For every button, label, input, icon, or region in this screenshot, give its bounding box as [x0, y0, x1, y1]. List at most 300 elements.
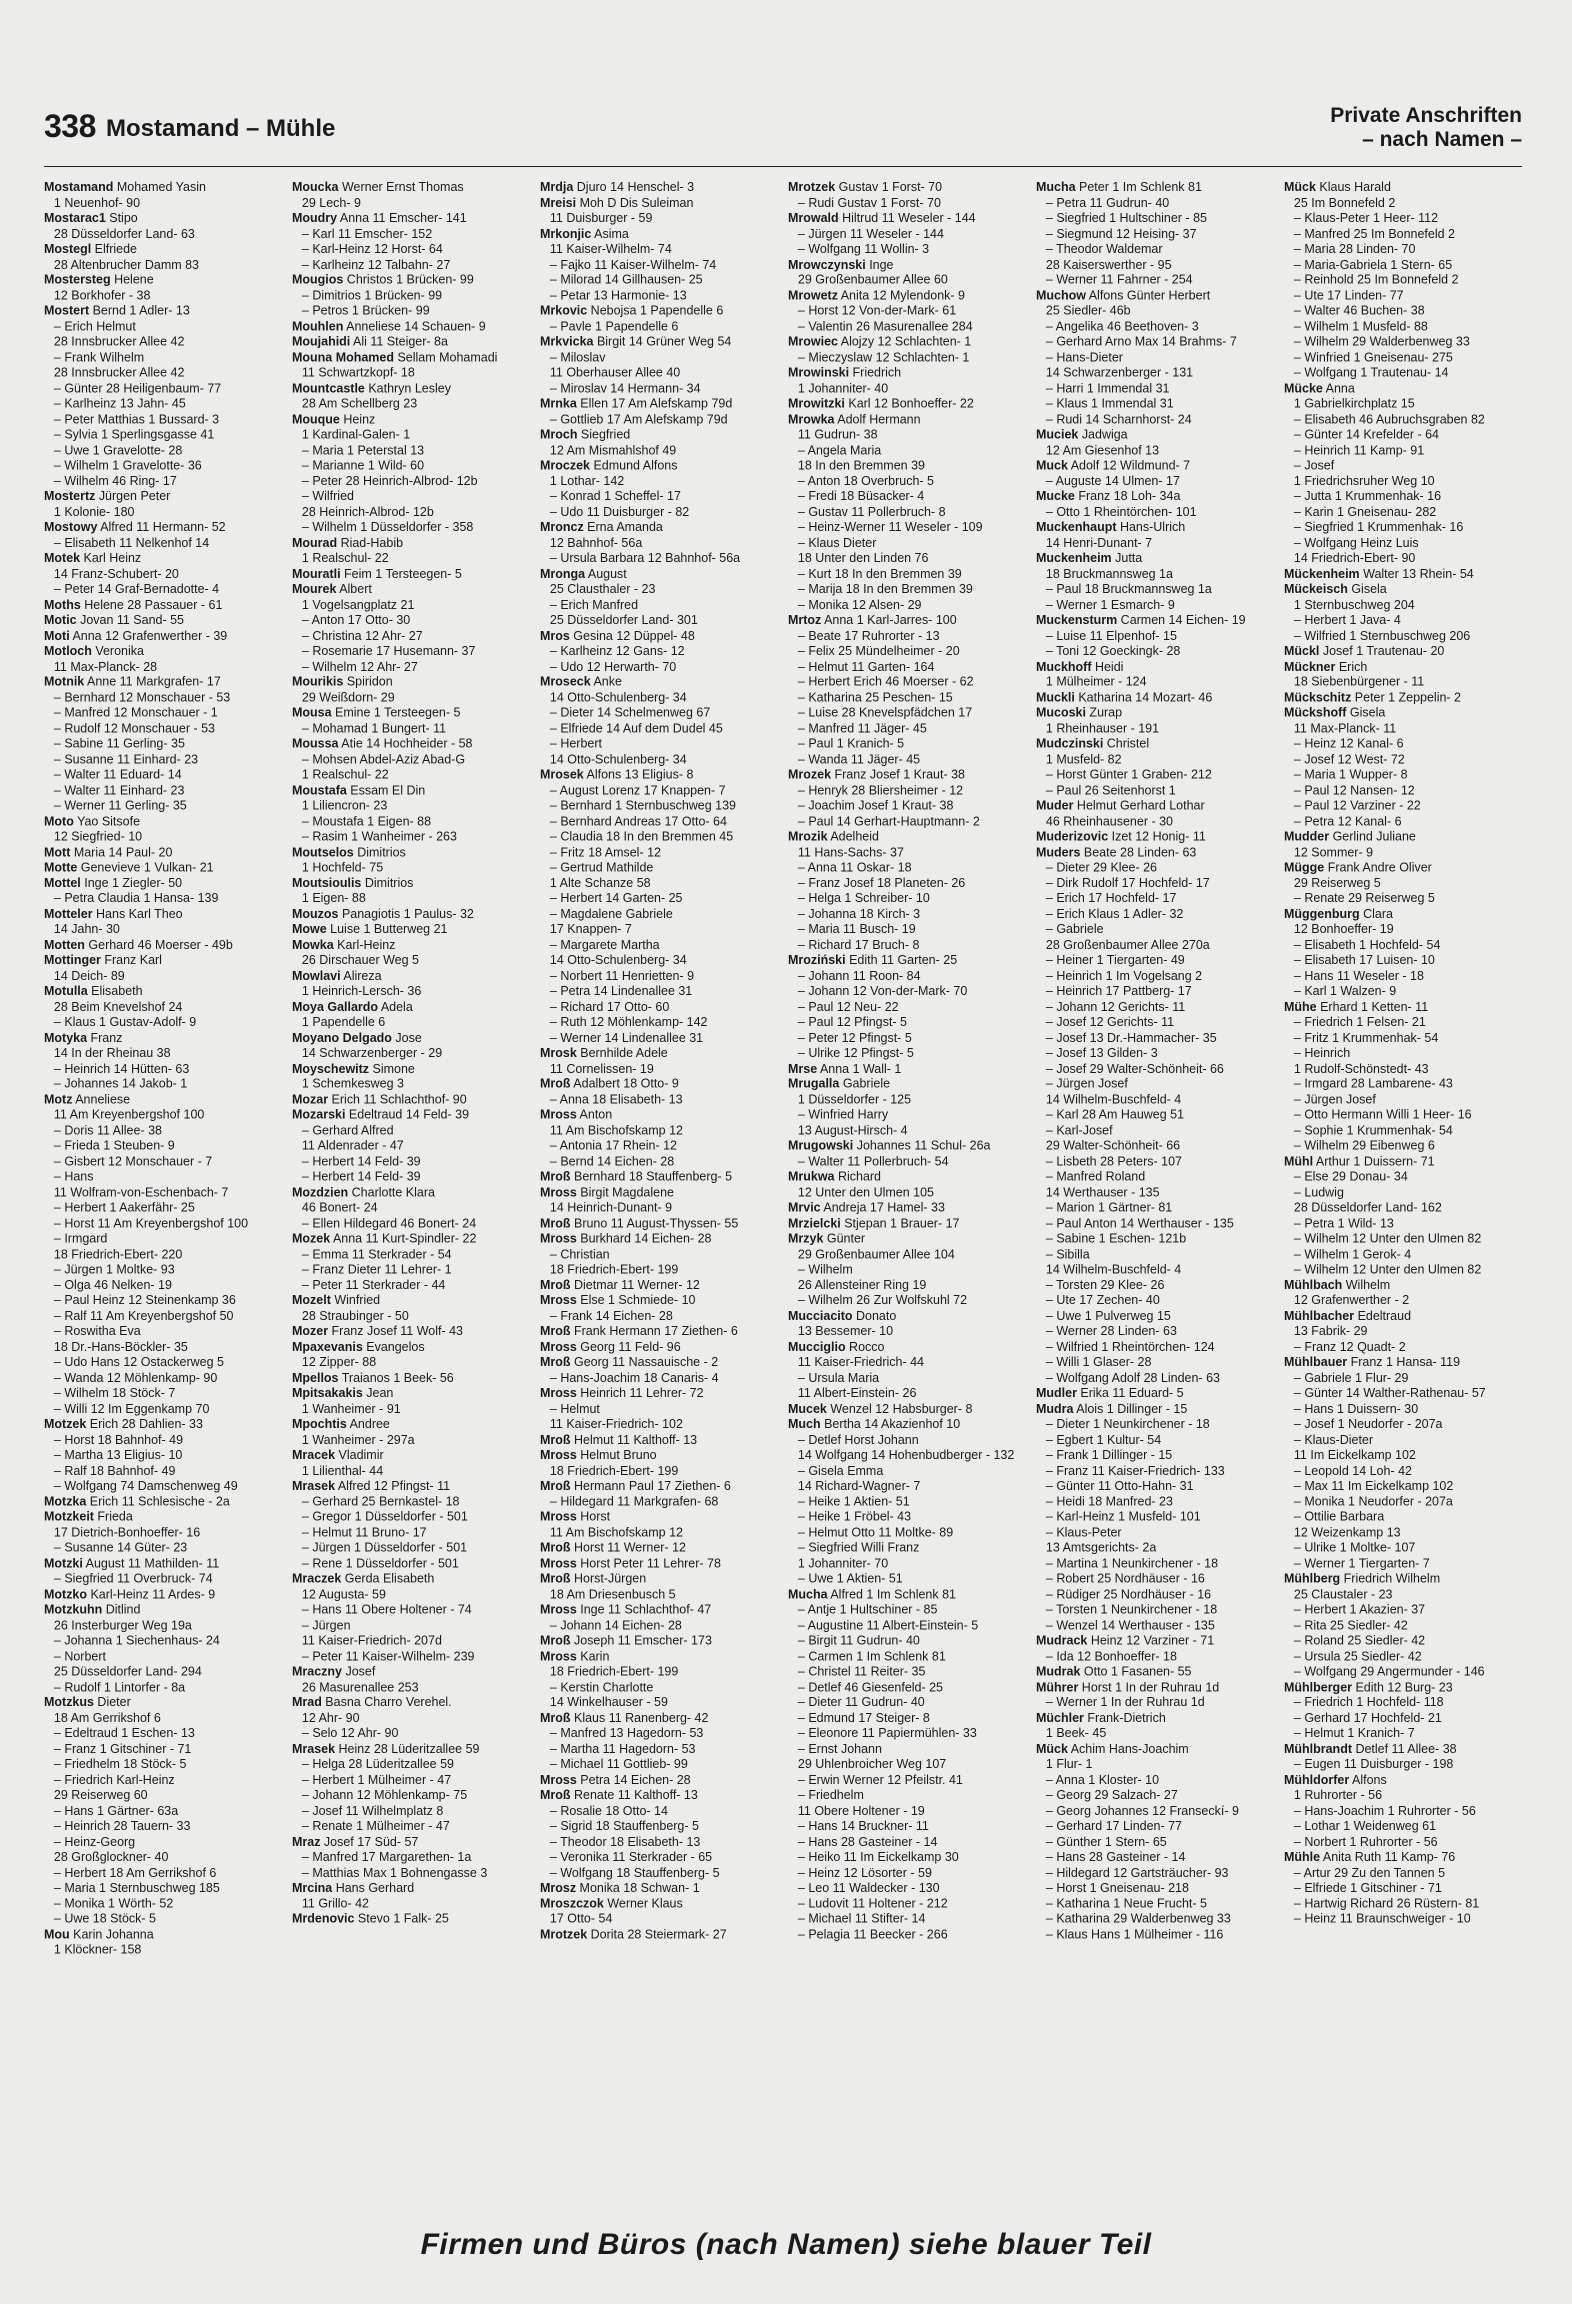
entry-detail: Peter 1 Im Schlenk 81	[1075, 180, 1202, 194]
surname: Mros	[540, 628, 570, 643]
entry-headline	[44, 675, 280, 690]
surname: Muderizovic	[1036, 829, 1109, 844]
entry-headline	[292, 1030, 528, 1045]
entry-detail: Wenzel 12 Habsburger- 8	[826, 1401, 973, 1416]
entry-line: – Heiko 11 Im Eickelkamp 30	[797, 1849, 959, 1864]
entry-headline	[1284, 999, 1520, 1014]
entry-detail: Josef 17 Süd- 57	[320, 1834, 419, 1849]
entry-line: – Birgit 11 Gudrun- 40	[797, 1633, 920, 1648]
entry-line: 1 Rheinhauser - 191	[1045, 721, 1160, 736]
surname: Mudder	[1284, 829, 1330, 844]
surname: Müchler	[1036, 1710, 1084, 1725]
surname: Mowka	[292, 937, 334, 952]
surname: Mross	[540, 1339, 577, 1354]
directory-entry	[44, 876, 280, 907]
entry-detail: August 11 Mathilden- 11	[82, 1556, 220, 1571]
entry-line: – Peter 11 Kaiser-Wilhelm- 239	[301, 1648, 475, 1663]
entry-line: – Wilhelm 1 Gerok- 4	[1293, 1246, 1412, 1261]
entry-line: – Artur 29 Zu den Tannen 5	[1293, 1865, 1446, 1880]
entry-line: – Rasim 1 Wanheimer - 263	[301, 829, 457, 844]
entry-line: – Susanne 14 Güter- 23	[53, 1540, 188, 1555]
entry-headline	[788, 288, 1024, 303]
entry-line: 14 Deich- 89	[53, 968, 125, 983]
entry-line: – Walter 46 Buchen- 38	[1293, 303, 1425, 318]
entry-detail: Franz Karl	[100, 953, 162, 968]
surname: Motzko	[44, 1587, 88, 1601]
entry-line: – Anton 17 Otto- 30	[301, 612, 411, 627]
directory-entry	[540, 335, 776, 397]
directory-entry	[44, 1602, 280, 1695]
entry-headline	[44, 520, 280, 535]
entry-line: – Johann 12 Gerichts- 11	[1045, 999, 1186, 1014]
entry-line: – Margarete Martha	[549, 937, 660, 952]
entry-detail: Horst-Jürgen	[570, 1571, 647, 1586]
entry-line: – Rüdiger 25 Nordhäuser - 16	[1045, 1587, 1212, 1601]
entry-line: 11 Am Bischofskamp 12	[549, 1123, 683, 1138]
entry-line: – Johannes 14 Jakob- 1	[53, 1076, 188, 1091]
entry-headline	[44, 242, 280, 257]
entry-detail: Dorita 28 Steiermark- 27	[587, 1927, 727, 1942]
surname: Mrowiec	[788, 334, 838, 349]
entry-line: 1 Musfeld- 82	[1045, 752, 1122, 767]
entry-line: 18 In den Bremmen 39	[797, 458, 925, 473]
entry-line: – Ellen Hildegard 46 Bonert- 24	[301, 1215, 477, 1230]
entry-headline	[540, 1077, 776, 1092]
entry-line: – Wanda 11 Jäger- 45	[797, 752, 921, 767]
surname: Mühe	[1284, 999, 1317, 1014]
entry-detail: Gabriele	[839, 1076, 891, 1091]
entry-line: – Frank 14 Eichen- 28	[549, 1308, 673, 1323]
entry-headline	[788, 1401, 1024, 1416]
entry-line: – Josef 12 West- 72	[1293, 752, 1405, 767]
directory-column-5	[1036, 180, 1274, 2200]
entry-line: – Peter 28 Heinrich-Albrod- 12b	[301, 473, 478, 488]
entry-line: – Horst Günter 1 Graben- 212	[1045, 767, 1212, 782]
entry-detail: Elfriede	[91, 241, 137, 256]
surname: Mross	[540, 1556, 577, 1571]
directory-entry	[1036, 1680, 1272, 1711]
entry-headline	[540, 1927, 776, 1942]
entry-detail: Erich 11 Schlesische - 2a	[86, 1494, 230, 1509]
entry-headline	[788, 613, 1024, 628]
entry-detail: Peter 1 Zeppelin- 2	[1351, 690, 1461, 705]
directory-entry	[1284, 1572, 1520, 1680]
surname: Mross	[540, 1293, 577, 1308]
entry-detail: Alfred 1 Im Schlenk 81	[827, 1587, 956, 1601]
entry-detail: Andree	[346, 1416, 390, 1431]
entry-line: – Emma 11 Sterkrader - 54	[301, 1246, 452, 1261]
directory-entry	[1284, 829, 1520, 860]
surname: Motulla	[44, 984, 88, 998]
entry-line: – Katharina 29 Walderbenweg 33	[1045, 1911, 1231, 1926]
surname: Mückschitz	[1284, 690, 1352, 705]
surname: Mozek	[292, 1231, 331, 1246]
entry-line: 28 Innsbrucker Allee 42	[53, 334, 185, 349]
directory-entry	[540, 520, 776, 566]
entry-line: – Herbert 1 Java- 4	[1293, 612, 1401, 627]
entry-line: – Werner 1 Tiergarten- 7	[1293, 1556, 1430, 1571]
entry-detail: Clara	[1359, 906, 1393, 921]
surname: Mrasek	[292, 1741, 336, 1756]
entry-line: 12 Siegfried- 10	[53, 829, 143, 844]
surname: Motic	[44, 612, 77, 627]
entry-headline	[292, 1417, 528, 1432]
entry-line: – Werner 14 Lindenallee 31	[549, 1030, 704, 1045]
entry-detail: Gisela	[1347, 582, 1387, 596]
entry-line: – Klaus-Peter 1 Heer- 112	[1293, 210, 1439, 225]
entry-line: – Wilhelm 12 Unter den Ulmen 82	[1293, 1262, 1482, 1277]
surname: Mudra	[1036, 1401, 1074, 1416]
directory-entry	[1036, 1711, 1272, 1742]
entry-headline	[1284, 180, 1520, 195]
section-title-line2: – nach Namen –	[1362, 128, 1522, 151]
name-range: Mostamand – Mühle	[106, 115, 336, 142]
surname: Mozarski	[292, 1107, 346, 1122]
surname: Mrdja	[540, 180, 574, 194]
entry-detail: Anna 1 Karl-Jarres- 100	[821, 612, 957, 627]
surname: Moyano Delgado	[292, 1030, 392, 1045]
entry-line: – Rosalie 18 Otto- 14	[549, 1803, 668, 1818]
directory-entry	[540, 675, 776, 768]
surname: Mroncz	[540, 520, 584, 535]
directory-entry	[788, 1309, 1024, 1340]
directory-entry	[292, 1324, 528, 1339]
entry-line: – Leopold 14 Loh- 42	[1293, 1463, 1412, 1478]
entry-headline	[44, 907, 280, 922]
entry-line: – Anton 18 Overbruch- 5	[797, 473, 934, 488]
directory-entry	[1036, 458, 1272, 489]
entry-headline	[44, 876, 280, 891]
directory-entry	[1036, 798, 1272, 829]
surname: Mühldorfer	[1284, 1772, 1350, 1787]
entry-headline	[540, 675, 776, 690]
entry-detail: Basna Charro Verehel.	[321, 1695, 452, 1710]
directory-entry	[540, 396, 776, 427]
entry-line: 14 Otto-Schulenberg- 34	[549, 953, 687, 968]
entry-line: 1 Gabrielkirchplatz 15	[1293, 396, 1415, 411]
entry-line: – Dieter 1 Neunkirchener - 18	[1045, 1416, 1210, 1431]
entry-line: 29 Großenbaumer Allee 104	[797, 1246, 955, 1261]
entry-line: – Karl 28 Am Hauweg 51	[1045, 1107, 1185, 1122]
directory-entry	[44, 551, 280, 597]
entry-detail: Hiltrud 11 Weseler - 144	[838, 210, 976, 225]
entry-line: – Gisbert 12 Monschauer - 7	[53, 1154, 213, 1169]
entry-headline	[292, 1371, 528, 1386]
entry-line: – Katharina 1 Neue Frucht- 5	[1045, 1896, 1207, 1911]
entry-detail: Monika 18 Schwan- 1	[576, 1880, 700, 1895]
entry-line: – Peter 11 Sterkrader - 44	[301, 1277, 446, 1292]
entry-headline	[1284, 659, 1520, 674]
entry-line: – Anna 1 Kloster- 10	[1045, 1772, 1160, 1787]
directory-entry	[788, 1216, 1024, 1231]
entry-line: – Kurt 18 In den Bremmen 39	[797, 566, 962, 581]
entry-headline	[1036, 551, 1272, 566]
entry-headline	[788, 1200, 1024, 1215]
directory-entry	[44, 814, 280, 845]
entry-detail: Anita Ruth 11 Kamp- 76	[1320, 1849, 1456, 1864]
entry-line: – Christian	[549, 1246, 610, 1261]
entry-headline	[292, 350, 528, 365]
surname: Moutselos	[292, 844, 354, 859]
entry-line: – Siegfried Willi Franz	[797, 1540, 920, 1555]
entry-headline	[292, 737, 528, 752]
entry-line: – Joachim Josef 1 Kraut- 38	[797, 798, 954, 813]
entry-line: – Theodor Waldemar	[1045, 241, 1163, 256]
directory-entry	[292, 675, 528, 706]
entry-headline	[292, 1664, 528, 1679]
directory-entry	[540, 768, 776, 1046]
entry-line: – Ottilie Barbara	[1293, 1509, 1385, 1524]
directory-entry	[540, 1185, 776, 1216]
entry-detail: Bernhard 18 Stauffenberg- 5	[570, 1169, 733, 1184]
entry-headline	[292, 536, 528, 551]
entry-line: 29 Weißdorn- 29	[301, 690, 395, 705]
directory-entry	[1036, 845, 1272, 1386]
entry-headline	[44, 1510, 280, 1525]
entry-line: – Gregor 1 Düsseldorfer - 501	[301, 1509, 468, 1524]
entry-line: – Franz Dieter 11 Lehrer- 1	[301, 1262, 452, 1277]
entry-detail: Birgit 14 Grüner Weg 54	[593, 334, 732, 349]
entry-line: – Karl-Heinz 1 Musfeld- 101	[1045, 1509, 1201, 1524]
surname: Mückshoff	[1284, 705, 1347, 720]
entry-detail: Gerlind Juliane	[1329, 829, 1416, 844]
directory-entry	[788, 180, 1024, 211]
entry-line: 26 Insterburger Weg 19a	[53, 1617, 192, 1632]
entry-line: – Petra Claudia 1 Hansa- 139	[53, 891, 219, 906]
entry-line: – Maria-Gabriela 1 Stern- 65	[1293, 257, 1453, 272]
surname: Moujahidi	[292, 334, 351, 349]
entry-headline	[44, 304, 280, 319]
surname: Mpaxevanis	[292, 1339, 363, 1354]
entry-headline	[1284, 1680, 1520, 1695]
entry-line: – Gerhard Alfred	[301, 1123, 394, 1138]
entry-line: – Elisabeth 11 Nelkenhof 14	[53, 535, 210, 550]
surname: Mroszczok	[540, 1896, 604, 1911]
entry-detail: Heidi	[1091, 659, 1124, 674]
entry-line: 29 Walter-Schönheit- 66	[1045, 1138, 1181, 1153]
surname: Mozdzien	[292, 1185, 349, 1199]
surname: Moya Gallardo	[292, 999, 379, 1014]
entry-line: – Jutta 1 Krummenhak- 16	[1293, 489, 1442, 504]
surname: Motyka	[44, 1030, 88, 1045]
entry-headline	[292, 1185, 528, 1200]
entry-line: – Horst 12 Von-der-Mark- 61	[797, 303, 957, 318]
entry-line: 1 Kardinal-Galen- 1	[301, 427, 411, 442]
directory-entry	[540, 1324, 776, 1339]
entry-line: – Heidi 18 Manfred- 23	[1045, 1494, 1173, 1509]
entry-line: – Hans 28 Gasteiner - 14	[1045, 1849, 1186, 1864]
entry-line: – Herbert 14 Feld- 39	[301, 1154, 421, 1169]
entry-line: 29 Lech- 9	[301, 195, 361, 210]
entry-line: – Paul 18 Bruckmannsweg 1a	[1045, 582, 1212, 596]
entry-detail: Nebojsa 1 Papendelle 6	[587, 303, 724, 318]
directory-entry	[44, 1092, 280, 1417]
entry-line: 11 Max-Planck- 28	[53, 659, 158, 674]
surname: Mrcina	[292, 1880, 333, 1895]
surname: Mrugalla	[788, 1076, 840, 1091]
entry-detail: Asima	[591, 226, 629, 241]
entry-line: – Günter 14 Walther-Rathenau- 57	[1293, 1386, 1486, 1400]
entry-line: – Karlheinz 12 Gans- 12	[549, 643, 685, 658]
entry-line: 1 Heinrich-Lersch- 36	[301, 984, 422, 998]
entry-headline	[788, 257, 1024, 272]
directory-entry	[1284, 381, 1520, 567]
entry-headline	[788, 1587, 1024, 1602]
surname: Mrotzek	[788, 180, 836, 194]
entry-line: – Paul 14 Gerhart-Hauptmann- 2	[797, 813, 980, 828]
surname: Mreisi	[540, 195, 577, 210]
entry-line: – Veronika 11 Sterkrader - 65	[549, 1849, 713, 1864]
entry-detail: Burkhard 14 Eichen- 28	[576, 1231, 712, 1246]
entry-detail: Luise 1 Butterweg 21	[326, 922, 448, 937]
entry-line: 25 Claustaler - 23	[1293, 1587, 1393, 1601]
entry-line: 12 Sommer- 9	[1293, 844, 1374, 859]
directory-entry	[1284, 706, 1520, 830]
entry-headline	[1036, 489, 1272, 504]
entry-line: 1 Sternbuschweg 204	[1293, 597, 1415, 612]
entry-line: 29 Großenbaumer Allee 60	[797, 272, 948, 287]
directory-entry	[44, 907, 280, 938]
entry-headline	[292, 273, 528, 288]
entry-headline	[44, 628, 280, 643]
entry-detail: Bertha 14 Akazienhof 10	[820, 1416, 961, 1431]
surname: Mostert	[44, 303, 90, 318]
entry-line: – Wilhelm 46 Ring- 17	[53, 473, 177, 488]
entry-line: – Heinrich	[1293, 1045, 1351, 1060]
entry-headline	[292, 211, 528, 226]
entry-detail: Gesina 12 Düppel- 48	[569, 628, 695, 643]
entry-detail: Stevo 1 Falk- 25	[354, 1911, 449, 1926]
entry-line: 17 Otto- 54	[549, 1911, 613, 1926]
directory-entry	[540, 1633, 776, 1648]
surname: Motek	[44, 551, 81, 566]
surname: Mück	[1036, 1741, 1068, 1756]
directory-entry	[1284, 907, 1520, 1000]
entry-headline	[1036, 288, 1272, 303]
entry-line: 11 Kaiser-Friedrich- 207d	[301, 1633, 442, 1648]
surname: Mückeisch	[1284, 582, 1348, 596]
entry-headline	[292, 412, 528, 427]
entry-line: – Manfred 13 Hagedorn- 53	[549, 1726, 704, 1741]
entry-detail: Friedrich	[849, 365, 902, 380]
entry-headline	[540, 1355, 776, 1370]
surname: Mroß	[540, 1478, 571, 1493]
entry-line: 18 Unter den Linden 76	[797, 551, 929, 566]
entry-line: – Klaus-Dieter	[1293, 1432, 1374, 1447]
entry-line: 18 Friedrich-Ebert- 199	[549, 1664, 679, 1679]
directory-entry	[1036, 551, 1272, 613]
entry-line: 14 Otto-Schulenberg- 34	[549, 690, 687, 705]
entry-line: – Klaus-Peter	[1045, 1525, 1122, 1540]
surname: Mroch	[540, 427, 578, 442]
entry-line: 28 Altenbrucher Damm 83	[53, 257, 199, 272]
directory-entry	[540, 1278, 776, 1293]
entry-headline	[44, 1602, 280, 1617]
surname: Mucha	[1036, 180, 1076, 194]
entry-headline	[1284, 1773, 1520, 1788]
entry-detail: Katharina 14 Mozart- 46	[1074, 690, 1213, 705]
entry-line: – Miroslav 14 Hermann- 34	[549, 381, 701, 395]
entry-line: 1 Johanniter- 40	[797, 381, 889, 395]
entry-detail: Anneliese	[72, 1092, 131, 1107]
entry-headline	[788, 953, 1024, 968]
entry-line: – Gabriele	[1045, 922, 1104, 937]
entry-headline	[1036, 1711, 1272, 1726]
directory-entry	[292, 1061, 528, 1092]
entry-detail: Dimitrios	[361, 875, 414, 890]
entry-detail: Edeltraud	[1354, 1308, 1412, 1323]
surname: Muck	[1036, 458, 1068, 473]
entry-line: 18 Am Driesenbusch 5	[549, 1587, 676, 1601]
entry-line: – Dieter 11 Gudrun- 40	[797, 1695, 925, 1710]
surname: Mroß	[540, 1169, 571, 1184]
entry-line: – Peter 14 Graf-Bernadotte- 4	[53, 582, 220, 596]
entry-line: – Gabriele 1 Flur- 29	[1293, 1370, 1409, 1385]
entry-line: 26 Allensteiner Ring 19	[797, 1277, 927, 1292]
entry-line: 12 Am Mismahlshof 49	[549, 442, 677, 457]
entry-headline	[540, 1432, 776, 1447]
directory-entry	[292, 922, 528, 937]
surname: Mrse	[788, 1061, 818, 1076]
surname: Muders	[1036, 844, 1081, 859]
entry-line: – Augustine 11 Albert-Einstein- 5	[797, 1617, 979, 1632]
entry-line: – Ida 12 Bonhoeffer- 18	[1045, 1648, 1177, 1663]
directory-entry	[292, 381, 528, 412]
entry-headline	[540, 768, 776, 783]
directory-entry	[540, 1355, 776, 1386]
surname: Mougios	[292, 272, 344, 287]
surname: Motte	[44, 860, 78, 875]
entry-line: 1 Rudolf-Schönstedt- 43	[1293, 1061, 1429, 1076]
entry-line: 11 Grillo- 42	[301, 1896, 370, 1911]
surname: Mozelt	[292, 1293, 331, 1308]
directory-entry	[1284, 582, 1520, 644]
entry-line: 28 Düsseldorfer Land- 162	[1293, 1200, 1442, 1215]
directory-entry	[292, 1185, 528, 1231]
entry-line: – Christina 12 Ahr- 27	[301, 628, 423, 643]
entry-line: – Josef 12 Gerichts- 11	[1045, 1014, 1175, 1029]
entry-detail: Edeltraud 14 Feld- 39	[345, 1107, 470, 1122]
directory-entry	[44, 597, 280, 612]
surname: Mühlbauer	[1284, 1355, 1348, 1370]
entry-headline	[540, 1711, 776, 1726]
entry-headline	[540, 1510, 776, 1525]
entry-line: – Herbert 1 Mülheimer - 47	[301, 1772, 452, 1787]
surname: Mowe	[292, 922, 327, 937]
directory-entry	[1036, 613, 1272, 659]
directory-entry	[540, 1649, 776, 1711]
entry-line: – Harri 1 Immendal 31	[1045, 381, 1170, 395]
entry-line: – Paul Anton 14 Werthauser - 135	[1045, 1215, 1234, 1230]
entry-line: – Selo 12 Ahr- 90	[301, 1726, 399, 1741]
surname: Mrozik	[788, 829, 828, 844]
entry-line: – Hans-Joachim 1 Ruhrorter - 56	[1293, 1803, 1476, 1818]
entry-line: 1 Friedrichsruher Weg 10	[1293, 473, 1435, 488]
column-content	[788, 180, 1024, 1943]
entry-headline	[292, 1572, 528, 1587]
entry-line: – Auguste 14 Ulmen- 17	[1045, 473, 1180, 488]
entry-detail: Horst 11 Werner- 12	[570, 1540, 686, 1555]
entry-detail: Zurap	[1085, 705, 1123, 720]
entry-detail: Edith 12 Burg- 23	[1352, 1679, 1453, 1694]
entry-line: – Renate 1 Mülheimer - 47	[301, 1818, 450, 1833]
entry-line: 28 Kaiserswerther - 95	[1045, 257, 1172, 272]
entry-headline	[788, 180, 1024, 195]
directory-entry	[540, 1881, 776, 1896]
surname: Mouhlen	[292, 319, 344, 334]
entry-detail: Edmund Alfons	[589, 458, 678, 473]
entry-line: 12 Borkhofer - 38	[53, 288, 151, 303]
